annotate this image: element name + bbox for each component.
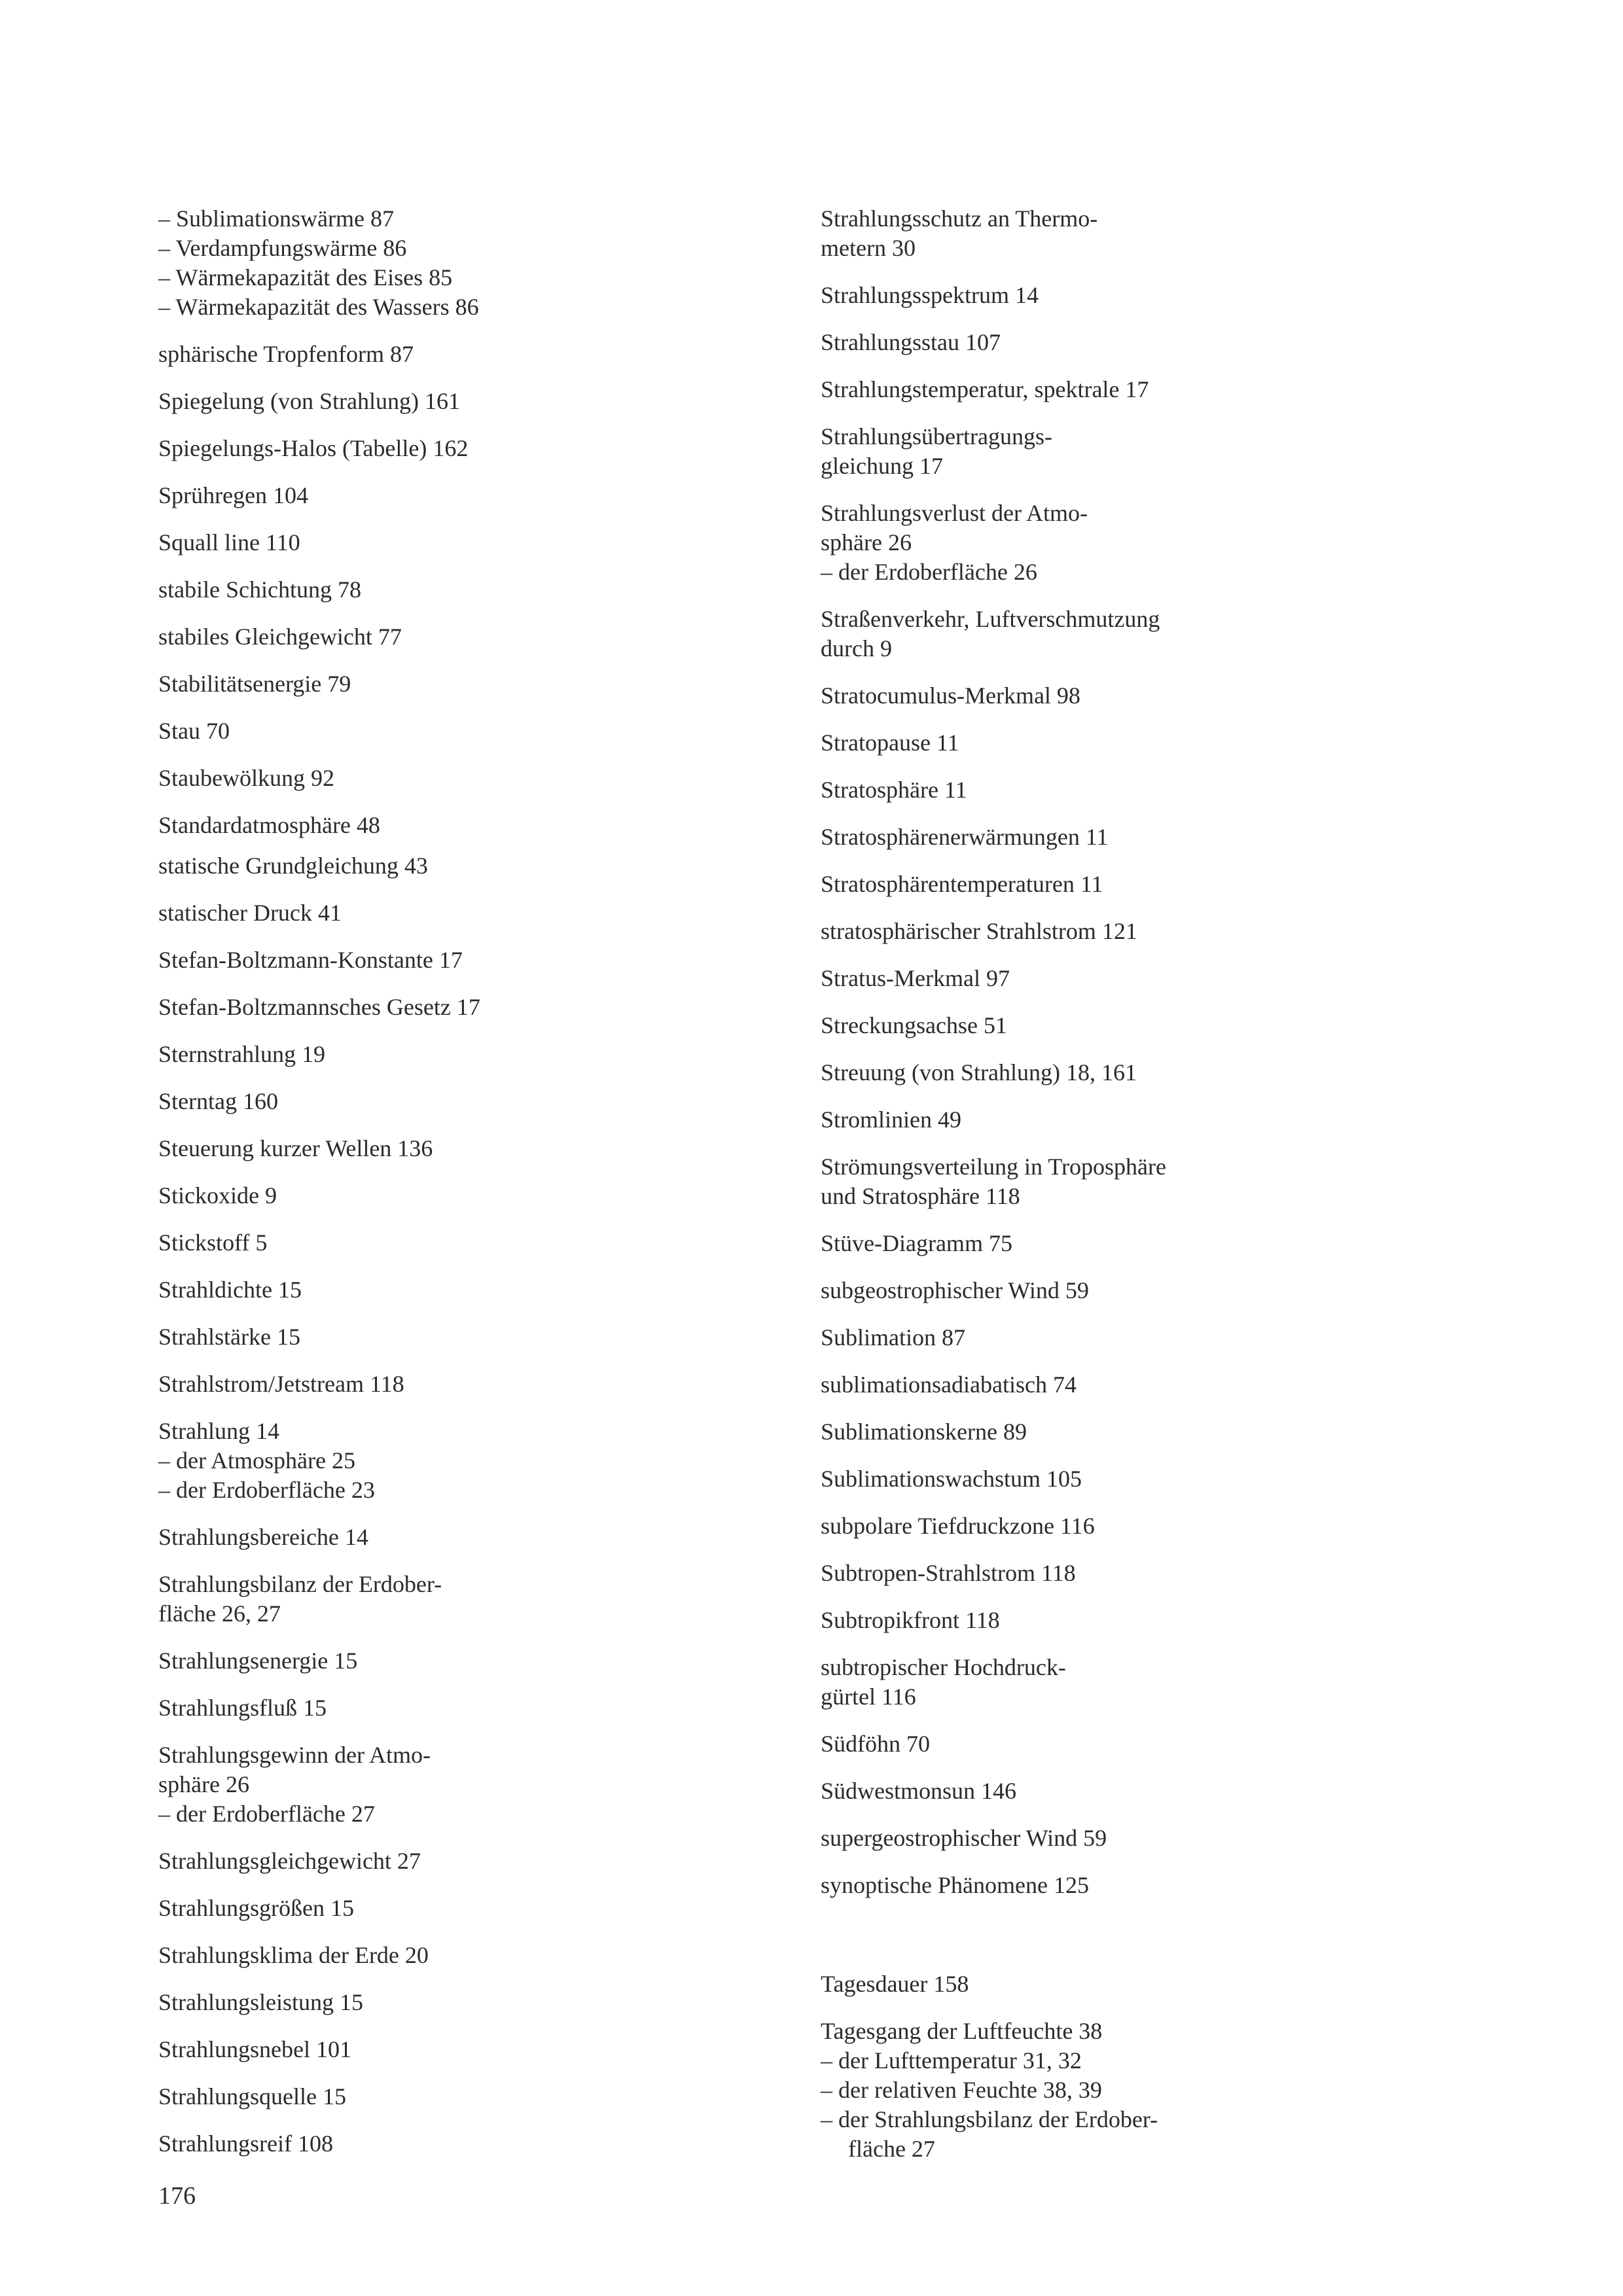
index-entry xyxy=(158,764,826,793)
index-entry xyxy=(821,1606,1488,1635)
index-entry xyxy=(158,575,826,605)
index-entry xyxy=(821,281,1488,310)
index-entry xyxy=(821,1058,1488,1087)
index-entry xyxy=(821,681,1488,711)
index-term: Spiegelungs-Halos (Tabelle) 162 xyxy=(158,435,469,461)
index-subterm: metern 30 xyxy=(821,235,916,261)
index-subterm: durch 9 xyxy=(821,635,892,662)
index-term: Strahlungsgrößen 15 xyxy=(158,1895,354,1921)
index-term: Strahlungsklima der Erde 20 xyxy=(158,1942,429,1968)
index-subterm: – der relativen Feuchte 38, 39 xyxy=(821,2077,1102,2103)
index-entry xyxy=(158,1181,826,1210)
index-entry xyxy=(158,434,826,463)
index-entry xyxy=(821,870,1488,899)
index-entry xyxy=(821,328,1488,357)
index-entry xyxy=(158,669,826,699)
index-entry xyxy=(158,993,826,1022)
index-entry xyxy=(821,375,1488,404)
index-term: Standardatmosphäre 48 xyxy=(158,812,380,838)
index-entry xyxy=(821,1417,1488,1447)
index-entry xyxy=(821,1871,1488,1900)
index-term: statische Grundgleichung 43 xyxy=(158,853,428,879)
index-term: supergeostrophischer Wind 59 xyxy=(821,1825,1107,1851)
index-entry xyxy=(158,811,826,840)
index-entry xyxy=(821,1323,1488,1352)
index-entry xyxy=(821,917,1488,946)
index-subterm: fläche 27 xyxy=(848,2136,935,2162)
index-entry xyxy=(158,1570,826,1629)
index-term: Streckungsachse 51 xyxy=(821,1012,1007,1038)
index-term: Strahlungsgleichgewicht 27 xyxy=(158,1848,421,1874)
index-entry xyxy=(158,1134,826,1163)
index-subterm: sphäre 26 xyxy=(158,1771,249,1797)
index-term: Stratocumulus-Merkmal 98 xyxy=(821,682,1080,709)
index-term: stratosphärischer Strahlstrom 121 xyxy=(821,918,1137,944)
index-entry xyxy=(158,716,826,746)
index-entry xyxy=(821,204,1488,263)
index-entry xyxy=(821,775,1488,805)
index-term: Stüve-Diagramm 75 xyxy=(821,1230,1012,1256)
index-term: Subtropen-Strahlstrom 118 xyxy=(821,1560,1076,1586)
index-entry xyxy=(158,1846,826,1876)
index-subterm: – der Lufttemperatur 31, 32 xyxy=(821,2047,1082,2074)
index-entry xyxy=(821,822,1488,852)
index-entry xyxy=(158,851,826,881)
index-term: Strahlungsbereiche 14 xyxy=(158,1524,368,1550)
index-term: Staubewölkung 92 xyxy=(158,765,334,791)
index-term: Strahlungsverlust der Atmo- xyxy=(821,500,1088,526)
index-column-left xyxy=(158,204,826,2176)
index-term: Straßenverkehr, Luftverschmutzung xyxy=(821,606,1160,632)
index-subterm: – der Erdoberfläche 27 xyxy=(158,1801,375,1827)
index-term: Strahlungsschutz an Thermo- xyxy=(821,205,1098,232)
index-term: Strahlstrom/Jetstream 118 xyxy=(158,1371,404,1397)
index-entry xyxy=(158,1275,826,1305)
index-term: Stromlinien 49 xyxy=(821,1106,961,1133)
index-subterm: gürtel 116 xyxy=(821,1684,916,1710)
index-term: sublimationsadiabatisch 74 xyxy=(821,1371,1077,1398)
index-entry xyxy=(158,1040,826,1069)
index-term: Streuung (von Strahlung) 18, 161 xyxy=(821,1059,1137,1086)
index-entry xyxy=(158,340,826,369)
index-entry xyxy=(158,622,826,652)
index-entry xyxy=(821,1559,1488,1588)
index-term: Südföhn 70 xyxy=(821,1731,931,1757)
index-entry xyxy=(821,1011,1488,1040)
index-term: Tagesdauer 158 xyxy=(821,1971,969,1997)
index-term: Strahlung 14 xyxy=(158,1418,279,1444)
index-term: Sprühregen 104 xyxy=(158,482,308,508)
index-entry xyxy=(821,1105,1488,1135)
index-term: Sternstrahlung 19 xyxy=(158,1041,325,1067)
index-entry xyxy=(821,605,1488,663)
index-term: stabiles Gleichgewicht 77 xyxy=(158,624,402,650)
index-entry xyxy=(821,728,1488,758)
index-entry xyxy=(821,1824,1488,1853)
index-entry xyxy=(158,387,826,416)
index-term: Stau 70 xyxy=(158,718,230,744)
index-entry xyxy=(821,1776,1488,1806)
index-entry xyxy=(158,898,826,928)
index-entry xyxy=(821,1729,1488,1759)
index-term: statischer Druck 41 xyxy=(158,900,342,926)
index-term: Stratosphärentemperaturen 11 xyxy=(821,871,1103,897)
index-term: Strahlungsgewinn der Atmo- xyxy=(158,1742,431,1768)
index-term: Stratosphärenerwärmungen 11 xyxy=(821,824,1109,850)
index-subterm: – der Strahlungsbilanz der Erdober- xyxy=(821,2106,1158,2132)
index-term: subpolare Tiefdruckzone 116 xyxy=(821,1513,1095,1539)
index-term: Stabilitätsenergie 79 xyxy=(158,671,351,697)
index-term: Stickstoff 5 xyxy=(158,1229,268,1256)
index-term: Strahlungsübertragungs- xyxy=(821,423,1052,450)
index-term: subgeostrophischer Wind 59 xyxy=(821,1277,1089,1303)
index-term: Sterntag 160 xyxy=(158,1088,278,1114)
index-subterm: – Wärmekapazität des Wassers 86 xyxy=(158,294,479,320)
index-term: Sublimation 87 xyxy=(821,1324,966,1351)
index-term: Stratosphäre 11 xyxy=(821,777,967,803)
index-entry xyxy=(158,1941,826,1970)
index-term: Stefan-Boltzmannsches Gesetz 17 xyxy=(158,994,480,1020)
index-entry xyxy=(821,1653,1488,1712)
index-entry xyxy=(821,422,1488,481)
index-subterm: – der Erdoberfläche 23 xyxy=(158,1477,375,1503)
index-term: Stratus-Merkmal 97 xyxy=(821,965,1010,991)
index-term: – Sublimationswärme 87 xyxy=(158,205,394,232)
index-subterm: sphäre 26 xyxy=(821,529,912,556)
index-term: Squall line 110 xyxy=(158,529,300,556)
index-term: Stickoxide 9 xyxy=(158,1182,277,1209)
index-entry xyxy=(158,2129,826,2159)
index-term: Südwestmonsun 146 xyxy=(821,1778,1017,1804)
index-entry xyxy=(821,1229,1488,1258)
index-entry xyxy=(821,964,1488,993)
index-term: subtropischer Hochdruck- xyxy=(821,1654,1066,1680)
index-entry xyxy=(158,945,826,975)
index-term: Strömungsverteilung in Troposphäre xyxy=(821,1154,1166,1180)
index-term: Stratopause 11 xyxy=(821,730,959,756)
index-term: Subtropikfront 118 xyxy=(821,1607,1000,1633)
index-term: Strahlungsquelle 15 xyxy=(158,2083,346,2110)
index-subterm: – Verdampfungswärme 86 xyxy=(158,235,407,261)
index-term: Spiegelung (von Strahlung) 161 xyxy=(158,388,460,414)
index-subterm: – Wärmekapazität des Eises 85 xyxy=(158,264,453,291)
index-entry xyxy=(158,1369,826,1399)
index-entry xyxy=(158,1228,826,1258)
index-term: Strahlungsnebel 101 xyxy=(158,2036,351,2062)
index-subterm: – der Atmosphäre 25 xyxy=(158,1447,355,1474)
index-entry xyxy=(158,528,826,557)
index-entry xyxy=(158,1740,826,1829)
index-entry xyxy=(821,1370,1488,1400)
index-entry xyxy=(158,1646,826,1676)
index-term: Strahlungstemperatur, spektrale 17 xyxy=(821,376,1149,402)
index-entry xyxy=(821,1511,1488,1541)
index-entry xyxy=(821,2017,1488,2164)
index-term: Strahlungsreif 108 xyxy=(158,2130,333,2157)
index-term: Strahlungsleistung 15 xyxy=(158,1989,363,2015)
page-number: 176 xyxy=(158,2182,196,2210)
index-entry xyxy=(158,481,826,510)
index-term: Strahlungsbilanz der Erdober- xyxy=(158,1571,442,1597)
index-term: Strahlungsfluß 15 xyxy=(158,1695,327,1721)
index-entry xyxy=(158,2035,826,2064)
index-term: Tagesgang der Luftfeuchte 38 xyxy=(821,2018,1103,2044)
index-subterm: und Stratosphäre 118 xyxy=(821,1183,1020,1209)
index-entry xyxy=(158,1988,826,2017)
index-entry xyxy=(158,1523,826,1552)
index-entry xyxy=(158,204,826,322)
index-entry xyxy=(158,1894,826,1923)
index-term: synoptische Phänomene 125 xyxy=(821,1872,1089,1898)
index-entry xyxy=(821,499,1488,587)
index-column-right xyxy=(821,204,1488,2181)
index-subterm: fläche 26, 27 xyxy=(158,1600,281,1627)
index-term: Sublimationswachstum 105 xyxy=(821,1466,1082,1492)
index-term: Strahlungsenergie 15 xyxy=(158,1648,358,1674)
index-term: Stefan-Boltzmann-Konstante 17 xyxy=(158,947,463,973)
index-entry xyxy=(821,1276,1488,1305)
index-entry xyxy=(821,1464,1488,1494)
index-term: Sublimationskerne 89 xyxy=(821,1419,1027,1445)
index-entry xyxy=(821,1152,1488,1211)
index-entry xyxy=(158,2082,826,2111)
index-entry xyxy=(158,1322,826,1352)
index-entry xyxy=(158,1417,826,1505)
index-term: Strahlungsspektrum 14 xyxy=(821,282,1039,308)
index-term: Steuerung kurzer Wellen 136 xyxy=(158,1135,433,1161)
index-subterm: gleichung 17 xyxy=(821,453,943,479)
index-term: Strahlstärke 15 xyxy=(158,1324,300,1350)
index-term: Strahldichte 15 xyxy=(158,1277,302,1303)
index-term: sphärische Tropfenform 87 xyxy=(158,341,414,367)
index-term: Strahlungsstau 107 xyxy=(821,329,1001,355)
index-entry xyxy=(158,1087,826,1116)
index-entry xyxy=(158,1693,826,1723)
index-entry xyxy=(821,1969,1488,1999)
index-term: stabile Schichtung 78 xyxy=(158,576,361,603)
index-subterm: – der Erdoberfläche 26 xyxy=(821,559,1037,585)
